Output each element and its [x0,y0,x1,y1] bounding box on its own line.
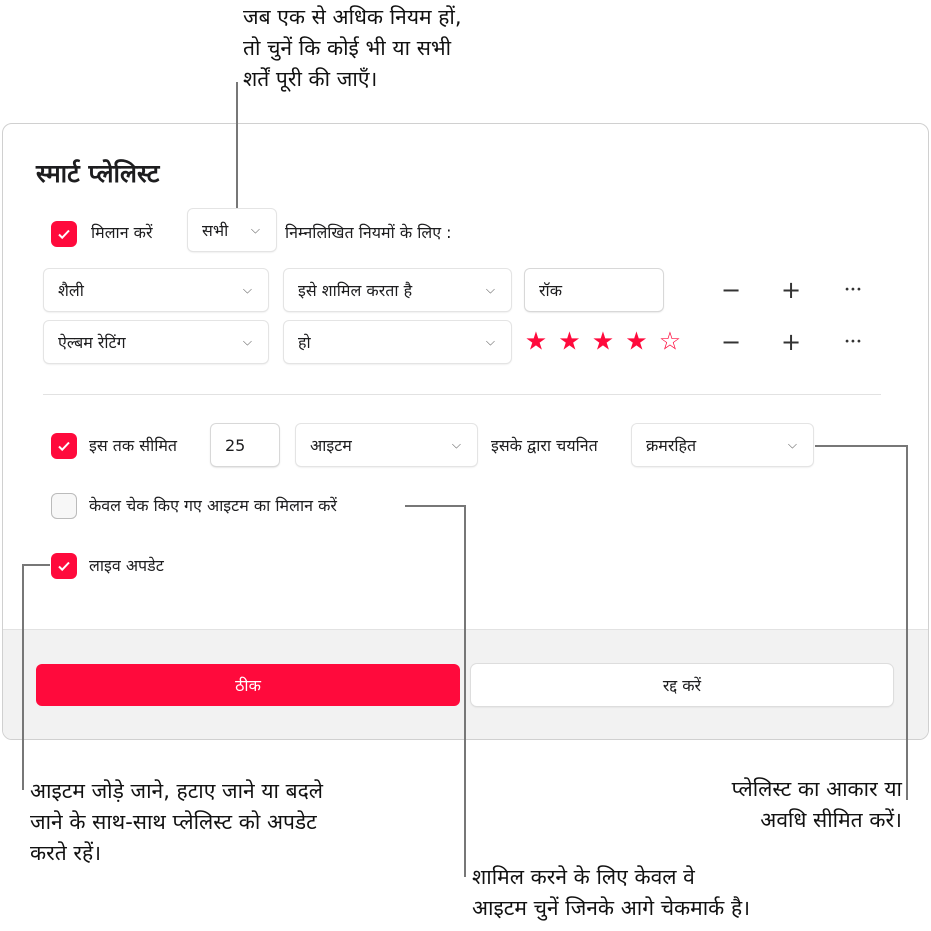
callout-line: करते रहें। [30,841,102,865]
match-value: सभी [202,221,229,240]
star-filled-icon[interactable]: ★ [524,326,548,356]
chevron-down-icon: ⌵ [242,334,252,349]
leader-line [464,505,466,877]
selected-by-label: इसके द्वारा चयनित [491,436,598,455]
callout-line: आइटम जोड़े जाने, हटाए जाने या बदले [30,779,324,803]
limit-unit-dropdown[interactable] [296,424,477,466]
leader-line [405,505,465,507]
rule1-field-dropdown[interactable] [44,269,268,311]
star-filled-icon[interactable]: ★ [625,326,648,356]
dialog-title: स्मार्ट प्लेलिस्ट [36,159,160,188]
chevron-down-icon: ⌵ [451,437,461,452]
rule2-field: ऐल्बम रेटिंग [58,333,126,352]
chevron-down-icon: ⌵ [485,282,495,297]
callout-line: शर्तें पूरी की जाएँ। [243,67,378,91]
rule1-value-input[interactable] [525,269,663,311]
limit-unit: आइटम [310,436,352,455]
star-empty-icon[interactable]: ☆ [658,326,682,356]
star-filled-icon[interactable]: ★ [558,326,581,356]
checked-only-label: केवल चेक किए गए आइटम का मिलान करें [89,496,337,515]
chevron-down-icon: ⌵ [242,282,252,297]
chevron-down-icon: ⌵ [250,222,260,237]
remove-rule-icon[interactable]: − [720,328,742,356]
match-checkbox[interactable] [51,221,77,247]
limit-value-input[interactable] [211,424,279,466]
match-dropdown[interactable] [188,209,276,251]
callout-line: आइटम चुनें जिनके आगे चेकमार्क है। [472,896,751,920]
leader-line [906,445,908,800]
checked-only-checkbox[interactable] [51,493,77,519]
divider [43,394,881,395]
cancel-label: रद्द करें [662,676,702,695]
leader-line [22,564,50,566]
ok-label: ठीक [235,676,261,695]
checkmark-icon [56,438,72,454]
rule1-operator: इसे शामिल करता है [298,281,413,300]
rule2-operator-dropdown[interactable] [284,321,511,363]
callout-line: जाने के साथ-साथ प्लेलिस्ट को अपडेट [30,810,317,834]
add-rule-icon[interactable]: + [780,328,802,356]
rule1-field: शैली [58,281,84,300]
remove-rule-icon[interactable]: − [720,276,742,304]
callout-line: तो चुनें कि कोई भी या सभी [243,36,452,60]
match-label: मिलान करें [91,223,153,242]
rule2-operator: हो [298,333,311,352]
callout-limit [732,774,902,836]
add-rule-icon[interactable]: + [780,276,802,304]
leader-line [22,564,24,790]
checkmark-icon [56,558,72,574]
leader-line [815,445,907,447]
chevron-down-icon: ⌵ [787,437,797,452]
limit-label: इस तक सीमित [89,436,178,455]
ok-button[interactable] [36,664,460,706]
limit-checkbox[interactable] [51,433,77,459]
selected-by-dropdown[interactable] [632,424,813,466]
live-update-label: लाइव अपडेट [89,556,164,575]
rule1-value: रॉक [539,281,562,300]
more-icon[interactable]: ••• [844,336,862,348]
star-filled-icon[interactable]: ★ [591,326,615,356]
match-suffix: निम्नलिखित नियमों के लिए : [285,223,452,242]
more-icon[interactable]: ••• [844,284,862,296]
callout-match-rules [243,2,462,95]
limit-value: 25 [225,435,246,455]
selected-by-value: क्रमरहित [646,436,697,455]
callout-line: अवधि सीमित करें। [760,808,902,832]
chevron-down-icon: ⌵ [485,334,495,349]
callout-checked-only [472,862,750,924]
leader-line [236,82,238,208]
cancel-button[interactable] [471,664,893,706]
callout-line: जब एक से अधिक नियम हों, [243,5,462,29]
rule1-operator-dropdown[interactable] [284,269,511,311]
rule2-field-dropdown[interactable] [44,321,268,363]
live-update-checkbox[interactable] [51,553,77,579]
callout-line: प्लेलिस्ट का आकार या [731,777,902,801]
checkmark-icon [56,226,72,242]
callout-live-update [30,776,323,869]
callout-line: शामिल करने के लिए केवल वे [472,865,695,889]
